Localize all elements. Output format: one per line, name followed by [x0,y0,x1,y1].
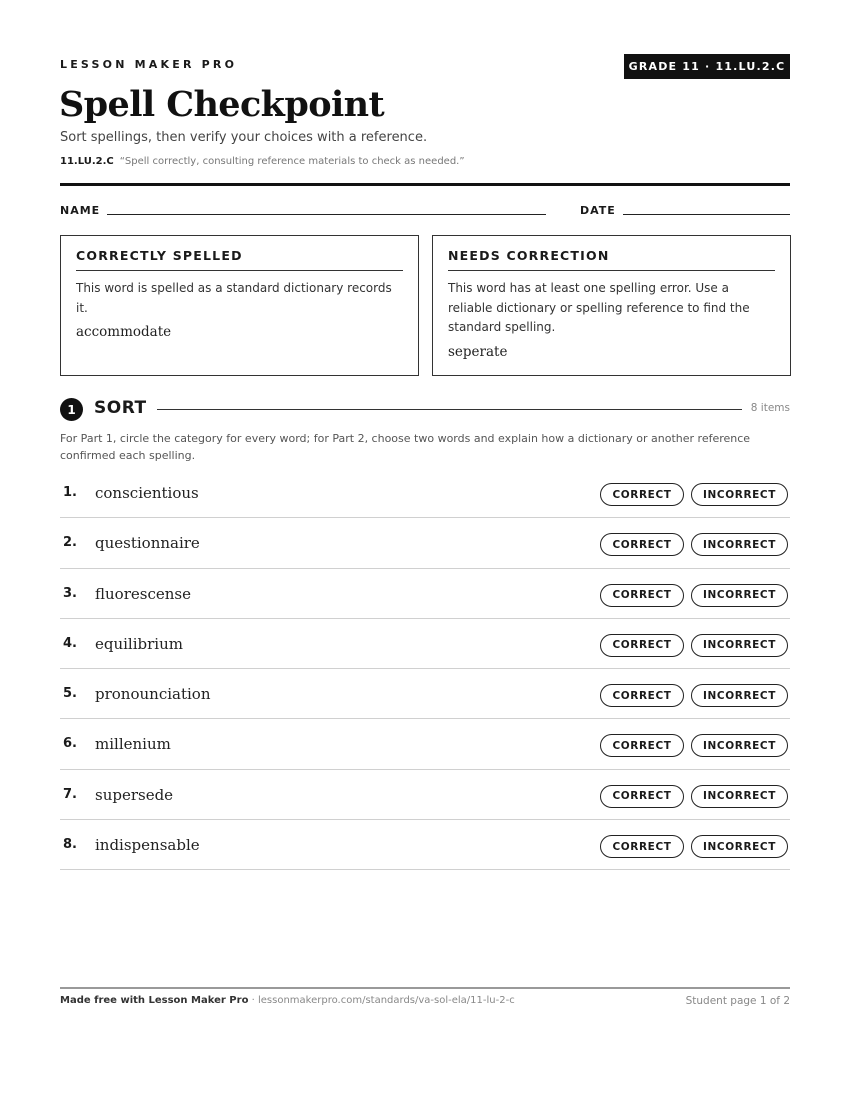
item-word: supersede [95,785,174,804]
item-list [60,468,790,870]
item-word: conscientious [95,484,199,502]
date-field[interactable] [623,214,790,215]
item-count: 8 items [750,402,790,414]
brand-name: LESSON MAKER PRO [60,58,238,71]
page-title: Spell Checkpoint [59,84,385,125]
item-number: 5. [63,686,77,702]
header-divider [60,183,790,186]
footer-url[interactable]: lessonmakerpro.com/standards/va-sol-ela/11-lu-2-c [257,995,515,1006]
date-label: DATE [580,204,616,217]
item-word: indispensable [95,836,200,855]
incorrect-choice[interactable]: INCORRECT [691,734,788,757]
item-word: fluorescense [95,584,191,603]
correct-choice[interactable]: CORRECT [600,634,684,657]
incorrect-choice[interactable]: INCORRECT [691,785,788,808]
item-number: 8. [63,837,77,853]
correct-choice[interactable]: CORRECT [600,483,684,506]
list-item [60,770,790,820]
footer-credit [60,995,515,1006]
footer-separator: · [248,995,258,1006]
definition-description: This word is spelled as a standard dictionary records it. [76,281,392,315]
definition-example: accommodate [76,324,172,340]
definition-heading: NEEDS CORRECTION [448,248,775,271]
incorrect-choice[interactable]: INCORRECT [691,483,788,506]
list-item [60,719,790,769]
definition-description: This word has at least one spelling error. Use a reliable dictionary or spelling reference to find the standard spelling. [448,281,750,334]
incorrect-choice[interactable]: INCORRECT [691,835,788,858]
incorrect-choice[interactable]: INCORRECT [691,533,788,556]
item-word: questionnaire [95,534,200,553]
item-word: pronounciation [95,685,211,704]
correct-choice[interactable]: CORRECT [600,835,684,858]
name-field[interactable] [107,214,546,215]
item-number: 2. [63,535,77,551]
section-title: SORT [94,398,147,418]
name-label: NAME [60,204,101,217]
list-item [60,518,790,568]
definition-box-incorrect [432,235,791,376]
page-indicator: Student page 1 of 2 [685,995,790,1007]
incorrect-choice[interactable]: INCORRECT [691,634,788,657]
page-subtitle: Sort spellings, then verify your choices with a reference. [60,130,428,145]
correct-choice[interactable]: CORRECT [600,785,684,808]
item-number: 1. [63,485,77,500]
standard-text: “Spell correctly, consulting reference materials to check as needed.” [119,156,465,167]
standard-code: 11.LU.2.C [60,156,114,167]
standard-line [60,156,465,167]
list-item [60,569,790,619]
list-item [60,468,790,518]
item-word: equilibrium [95,634,183,653]
item-number: 6. [63,736,77,752]
correct-choice[interactable]: CORRECT [600,684,684,707]
list-item [60,820,790,870]
item-number: 3. [63,585,77,601]
definition-heading: CORRECTLY SPELLED [76,248,403,271]
correct-choice[interactable]: CORRECT [600,734,684,757]
instructions: For Part 1, circle the category for every word; for Part 2, choose two words and explain how a dictionary or another reference confirmed each spelling. [60,432,751,462]
correct-choice[interactable]: CORRECT [600,584,684,607]
list-item [60,619,790,669]
item-number: 4. [63,635,77,651]
footer-made-with: Made free with Lesson Maker Pro [60,995,249,1006]
item-number: 7. [63,786,77,802]
section-number-badge: 1 [60,398,83,421]
section-divider [157,409,742,410]
correct-choice[interactable]: CORRECT [600,533,684,556]
definition-example: seperate [448,343,508,360]
grade-badge: GRADE 11 · 11.LU.2.C [624,54,790,79]
item-word: millenium [95,735,171,754]
incorrect-choice[interactable]: INCORRECT [691,684,788,707]
incorrect-choice[interactable]: INCORRECT [691,584,788,607]
section-header [60,397,790,421]
list-item [60,669,790,719]
definition-box-correct [60,235,419,376]
footer-divider [60,987,790,989]
